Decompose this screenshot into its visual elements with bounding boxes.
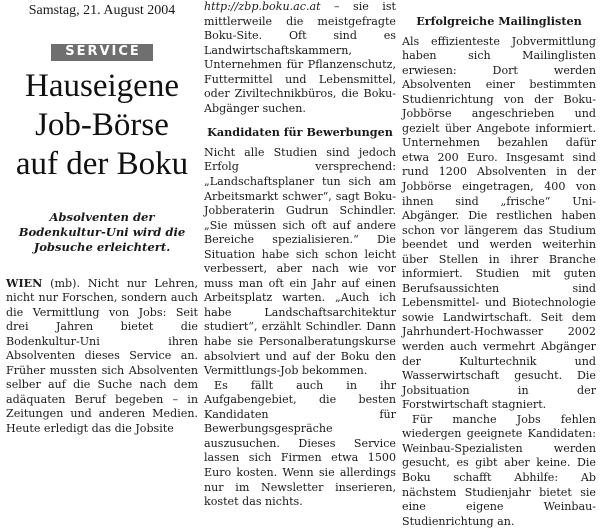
teaser: Absolventen der Bodenkultur-Uni wird die Jobsuche erleichtert.	[18, 209, 186, 254]
subhead-kandidaten: Kandidaten für Bewerbungen	[207, 125, 393, 140]
jobsite-link[interactable]: http://zbp.boku.ac.at	[204, 0, 321, 13]
column-left	[6, 0, 198, 437]
publication-date: Samstag, 21. August 2004	[28, 3, 176, 18]
section-kicker-label: SERVICE	[51, 44, 153, 61]
headline-line-1: Hauseigene	[25, 67, 179, 104]
col3-paragraph-2: Für manche Jobs fehlen wiedergen geeignete Kandidaten: Weinbau-Spezialisten werden gesucht, es gibt aber keine. Die Boku schafft Abhilfe: Ab nächstem Studienjahr bietet sie eine eigene Weinbau-Studienrichtung an.	[402, 412, 596, 528]
column-middle	[204, 0, 396, 510]
col1-paragraph-text: (mb). Nicht nur Lehren, nicht nur Forschen, sondern auch die Vermittlung von Jobs: Seit drei Jahren bietet die Bodenkultur-Uni ihren Absolventen dieses Service an. Früher mussten sich Absolventen selber auf die Suche nach dem adäquaten Beruf begeben – in Zeitungen und anderen Medien. Heute erledigt das die Jobsite	[6, 276, 198, 436]
col2-paragraph-2: Nicht alle Studien sind jedoch Erfolg versprechend: „Landschaftsplaner tun sich am Arbeitsmarkt schwer“, sagt Boku-Jobberaterin Gudrun Schindler. „Sie müssen sich oft auf andere Bereiche spezialisieren.“ Die Situation habe sich schon leicht verbessert, aber nach wie vor muss man oft ein Jahr auf einen Arbeitsplatz warten. „Auch ich habe Landschaftsarchitektur studiert“, erzählt Schindler. Dann habe sie Personalberatungskurse absolviert und auf der Boku den Vermittlungs-Job bekommen.	[204, 145, 396, 378]
headline	[6, 67, 198, 184]
headline-line-3: auf der Boku	[15, 145, 189, 182]
col3-paragraph-1: Als effizienteste Jobvermittlung haben sich Mailinglisten erwiesen: Dort werden Absolventen einer bestimmten Studienrichtung von der Boku-Jobbörse angeschrieben und gezielt über Angebote informiert. Unternehmen bezahlen dafür etwa 200 Euro. Insgesamt sind rund 1200 Absolventen in der Jobbörse eingetragen, 400 von ihnen sind „frische“ Uni-Abgänger. Die restlichen haben schon vor längerem das Studium beendet und werden weiterhin über Stellen in ihrer Branche informiert. Studien mit guten Berufsaussichten sind Lebensmittel- und Biotechnologie sowie Landwirtschaft. Seit dem Jahrhundert-Hochwasser 2002 werden auch vermehrt Abgänger der Kulturtechnik und Wasserwirtschaft gesucht. Die Jobsituation in der Forstwirtschaft stagniert.	[402, 34, 596, 412]
col2-paragraph-1	[204, 0, 396, 116]
headline-line-2: Job-Börse	[35, 106, 169, 143]
col1-paragraph	[6, 277, 198, 437]
col2-paragraph-3: Es fällt auch in ihr Aufgabengebiet, die besten Kandidaten für Bewerbungsgespräche auszusuchen. Dieses Service lassen sich Firmen etwa 1500 Euro kosten. Wenn sie allerdings nur im Newsletter inserieren, kostet das nichts.	[204, 378, 396, 509]
col2-paragraph-1-text: – sie ist mittlerweile die meistgefragte Boku-Site. Oft sind es Landwirtschaftskammern, Unternehmen für Pflanzenschutz, Futtermittel und Lebensmittel, oder Ziviltechnikbüros, die Boku-Abgänger suchen.	[204, 0, 396, 115]
section-kicker	[6, 44, 198, 61]
subhead-mailinglisten: Erfolgreiche Mailinglisten	[416, 14, 582, 28]
dateline-location: WIEN	[6, 276, 43, 290]
